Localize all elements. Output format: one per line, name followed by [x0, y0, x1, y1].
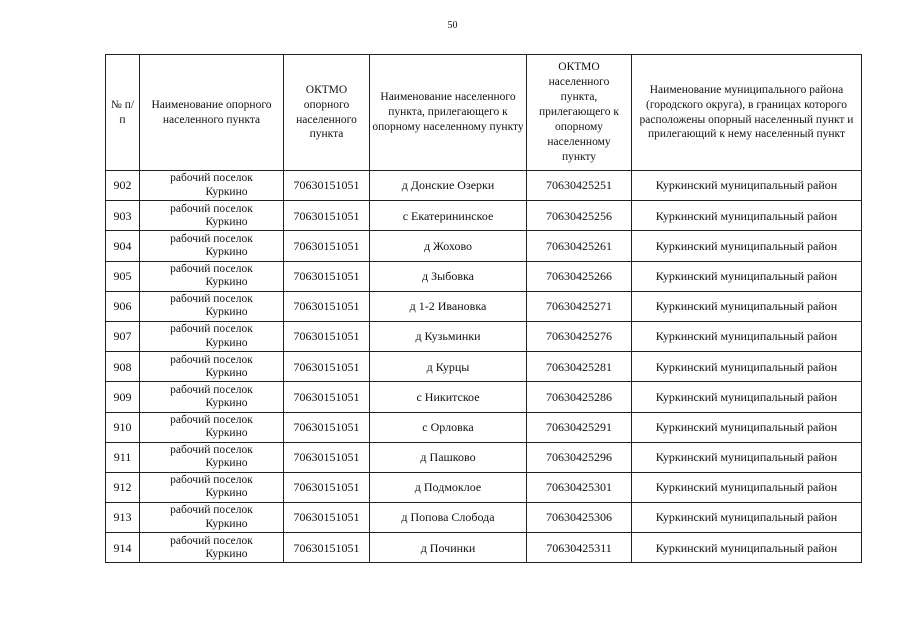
cell-name	[140, 291, 284, 321]
cell-name	[140, 231, 284, 261]
table-row	[106, 382, 862, 412]
header-row	[106, 55, 862, 171]
name-line-1: рабочий поселок	[170, 232, 253, 245]
cell-adjacent: с Орловка	[370, 412, 527, 442]
cell-oktmo: 70630151051	[284, 171, 370, 201]
cell-num: 911	[106, 442, 140, 472]
name-line-1: рабочий поселок	[170, 474, 253, 487]
cell-district: Куркинский муниципальный район	[632, 503, 862, 533]
cell-district: Куркинский муниципальный район	[632, 382, 862, 412]
cell-oktmo: 70630151051	[284, 201, 370, 231]
table-row	[106, 503, 862, 533]
cell-num: 907	[106, 321, 140, 351]
table-row	[106, 533, 862, 563]
name-line-2: Куркино	[205, 457, 248, 470]
cell-district: Куркинский муниципальный район	[632, 533, 862, 563]
header-oktmo: ОКТМО опорного населенного пункта	[284, 55, 370, 171]
name-line-2: Куркино	[205, 547, 248, 560]
name-line-2: Куркино	[205, 215, 248, 228]
table-row	[106, 261, 862, 291]
cell-oktmo-adjacent: 70630425261	[527, 231, 632, 261]
cell-district: Куркинский муниципальный район	[632, 231, 862, 261]
cell-adjacent: с Никитское	[370, 382, 527, 412]
cell-name	[140, 201, 284, 231]
cell-oktmo: 70630151051	[284, 412, 370, 442]
name-line-1: рабочий поселок	[170, 323, 253, 336]
cell-num: 908	[106, 352, 140, 382]
cell-num: 904	[106, 231, 140, 261]
header-oktmo-adjacent: ОКТМО населенного пункта, прилегающего к опорному населенному пункту	[527, 55, 632, 171]
cell-name	[140, 412, 284, 442]
cell-num: 912	[106, 472, 140, 502]
cell-adjacent: д Жохово	[370, 231, 527, 261]
cell-oktmo: 70630151051	[284, 261, 370, 291]
cell-num: 913	[106, 503, 140, 533]
cell-adjacent: д Кузьминки	[370, 321, 527, 351]
cell-adjacent: д 1-2 Ивановка	[370, 291, 527, 321]
cell-name	[140, 261, 284, 291]
cell-adjacent: д Попова Слобода	[370, 503, 527, 533]
cell-name	[140, 352, 284, 382]
name-line-2: Куркино	[205, 487, 248, 500]
cell-oktmo-adjacent: 70630425266	[527, 261, 632, 291]
header-adjacent: Наименование населенного пункта, прилегающего к опорному населенному пункту	[370, 55, 527, 171]
settlements-table	[105, 54, 862, 563]
name-line-2: Куркино	[205, 306, 248, 319]
header-district: Наименование муниципального района (городского округа), в границах которого расположены опорный населенный пункт и прилегающий к нему населенный пункт	[632, 55, 862, 171]
cell-name	[140, 171, 284, 201]
cell-adjacent: с Екатерининское	[370, 201, 527, 231]
cell-district: Куркинский муниципальный район	[632, 291, 862, 321]
cell-oktmo-adjacent: 70630425306	[527, 503, 632, 533]
cell-num: 905	[106, 261, 140, 291]
name-line-1: рабочий поселок	[170, 262, 253, 275]
cell-name	[140, 382, 284, 412]
name-line-1: рабочий поселок	[170, 293, 253, 306]
cell-oktmo-adjacent: 70630425276	[527, 321, 632, 351]
cell-oktmo: 70630151051	[284, 533, 370, 563]
cell-name	[140, 503, 284, 533]
cell-oktmo-adjacent: 70630425251	[527, 171, 632, 201]
name-line-1: рабочий поселок	[170, 534, 253, 547]
cell-oktmo: 70630151051	[284, 382, 370, 412]
header-name: Наименование опорного населенного пункта	[140, 55, 284, 171]
cell-district: Куркинский муниципальный район	[632, 472, 862, 502]
cell-adjacent: д Пашково	[370, 442, 527, 472]
cell-oktmo: 70630151051	[284, 231, 370, 261]
cell-num: 906	[106, 291, 140, 321]
table-row	[106, 352, 862, 382]
table-row	[106, 231, 862, 261]
table-row	[106, 291, 862, 321]
cell-oktmo-adjacent: 70630425271	[527, 291, 632, 321]
cell-oktmo-adjacent: 70630425256	[527, 201, 632, 231]
cell-oktmo: 70630151051	[284, 472, 370, 502]
cell-name	[140, 321, 284, 351]
name-line-1: рабочий поселок	[170, 383, 253, 396]
cell-oktmo-adjacent: 70630425286	[527, 382, 632, 412]
header-num: № п/п	[106, 55, 140, 171]
cell-oktmo-adjacent: 70630425291	[527, 412, 632, 442]
name-line-1: рабочий поселок	[170, 413, 253, 426]
cell-oktmo-adjacent: 70630425301	[527, 472, 632, 502]
name-line-2: Куркино	[205, 245, 248, 258]
cell-num: 909	[106, 382, 140, 412]
cell-num: 910	[106, 412, 140, 442]
table-row	[106, 321, 862, 351]
cell-name	[140, 533, 284, 563]
name-line-1: рабочий поселок	[170, 504, 253, 517]
cell-num: 902	[106, 171, 140, 201]
cell-adjacent: д Подмоклое	[370, 472, 527, 502]
name-line-2: Куркино	[205, 427, 248, 440]
cell-adjacent: д Починки	[370, 533, 527, 563]
table-header	[106, 55, 862, 171]
name-line-2: Куркино	[205, 185, 248, 198]
name-line-2: Куркино	[205, 336, 248, 349]
name-line-2: Куркино	[205, 396, 248, 409]
name-line-2: Куркино	[205, 517, 248, 530]
name-line-2: Куркино	[205, 276, 248, 289]
cell-district: Куркинский муниципальный район	[632, 321, 862, 351]
page-number: 50	[447, 20, 458, 31]
cell-district: Куркинский муниципальный район	[632, 412, 862, 442]
table-body	[106, 171, 862, 563]
cell-district: Куркинский муниципальный район	[632, 352, 862, 382]
name-line-1: рабочий поселок	[170, 353, 253, 366]
cell-oktmo: 70630151051	[284, 291, 370, 321]
name-line-1: рабочий поселок	[170, 202, 253, 215]
cell-oktmo: 70630151051	[284, 352, 370, 382]
cell-adjacent: д Донские Озерки	[370, 171, 527, 201]
cell-oktmo-adjacent: 70630425281	[527, 352, 632, 382]
cell-district: Куркинский муниципальный район	[632, 442, 862, 472]
table-row	[106, 442, 862, 472]
cell-num: 914	[106, 533, 140, 563]
name-line-1: рабочий поселок	[170, 172, 253, 185]
cell-name	[140, 442, 284, 472]
name-line-1: рабочий поселок	[170, 444, 253, 457]
table-row	[106, 201, 862, 231]
cell-name	[140, 472, 284, 502]
cell-district: Куркинский муниципальный район	[632, 201, 862, 231]
cell-oktmo-adjacent: 70630425296	[527, 442, 632, 472]
cell-adjacent: д Курцы	[370, 352, 527, 382]
cell-district: Куркинский муниципальный район	[632, 171, 862, 201]
cell-oktmo: 70630151051	[284, 321, 370, 351]
cell-oktmo: 70630151051	[284, 442, 370, 472]
table-row	[106, 412, 862, 442]
table-row	[106, 472, 862, 502]
cell-adjacent: д Зыбовка	[370, 261, 527, 291]
cell-num: 903	[106, 201, 140, 231]
name-line-2: Куркино	[205, 366, 248, 379]
table-row	[106, 171, 862, 201]
cell-oktmo: 70630151051	[284, 503, 370, 533]
cell-district: Куркинский муниципальный район	[632, 261, 862, 291]
cell-oktmo-adjacent: 70630425311	[527, 533, 632, 563]
